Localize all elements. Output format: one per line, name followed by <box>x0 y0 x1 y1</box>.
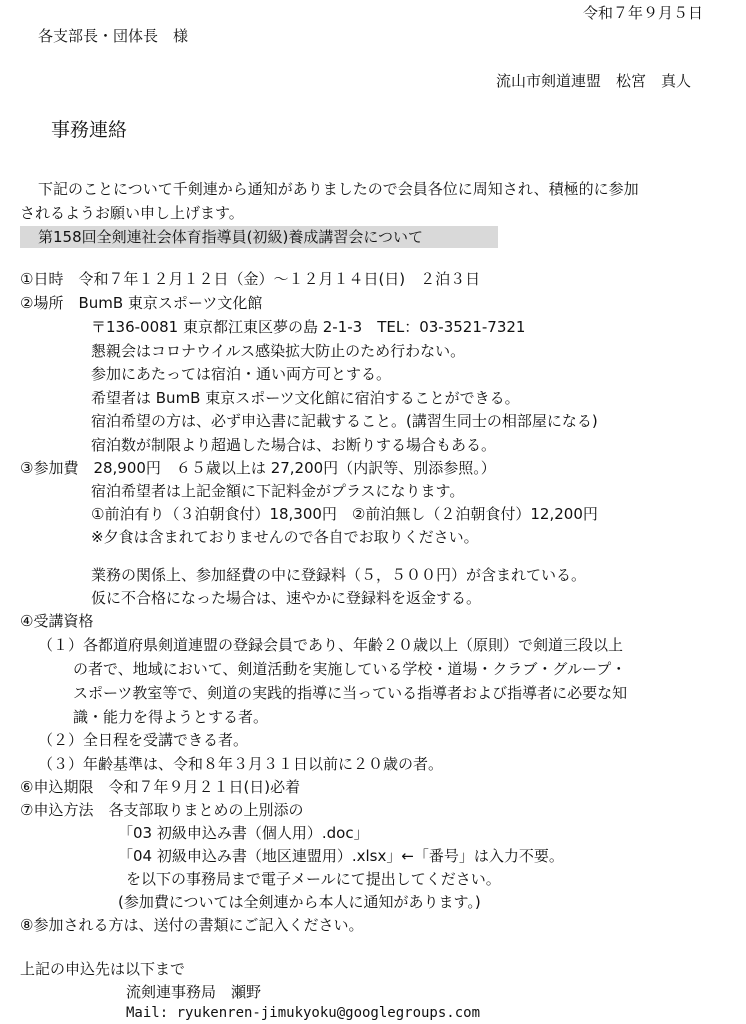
sender: 流山市剣道連盟 松宮 真人 <box>496 72 692 90</box>
footer-lead: 上記の申込先は以下まで <box>20 960 186 978</box>
fee-detail: 宿泊希望者は上記金額に下記料金がプラスになります。 <box>91 482 465 500</box>
intro-line-1: 下記のことについて千剣連から通知がありましたので会員各位に周知され、積極的に参加 <box>38 180 639 198</box>
fee-detail: ※夕食は含まれておりませんので各自でお取りください。 <box>91 528 479 546</box>
footer-office: 流剣連事務局 瀬野 <box>126 983 262 1001</box>
subject: 第158回全剣連社会体育指導員(初級)養成講習会について <box>38 228 424 246</box>
qualification-2: （２）全日程を受講できる者。 <box>38 731 249 749</box>
place-address: 〒136-0081 東京都江東区夢の島 2-1-3 TEL：03-3521-7321 <box>91 318 526 336</box>
place-detail: 宿泊数が制限より超過した場合は、お断りする場合もある。 <box>91 436 497 454</box>
method-file-2: 「04 初級申込み書（地区連盟用）.xlsx」←「番号」は入力不要。 <box>118 847 564 865</box>
qualification-1-cont: の者で、地域において、剣道活動を実施している学校・道場・クラブ・グループ・ <box>73 660 627 678</box>
item-method: ⑦申込方法 各支部取りまとめの上別添の <box>20 801 304 819</box>
place-detail: 宿泊希望の方は、必ず申込書に記載すること。(講習生同士の相部屋になる) <box>91 412 598 430</box>
document-title: 事務連絡 <box>51 119 128 141</box>
item-deadline: ⑥申込期限 令和７年９月２１日(日)必着 <box>20 778 301 796</box>
fee-detail: ①前泊有り（３泊朝食付）18,300円 ②前泊無し（２泊朝食付）12,200円 <box>91 505 598 523</box>
qualification-3: （３）年齢基準は、令和８年３月３１日以前に２０歳の者。 <box>38 755 444 773</box>
qualification-1-cont: 識・能力を得ようとする者。 <box>73 708 269 726</box>
addressee: 各支部長・団体長 様 <box>38 27 189 45</box>
item-place: ②場所 BumB 東京スポーツ文化館 <box>20 294 263 312</box>
fee-note: 業務の関係上、参加経費の中に登録料（５，５００円）が含まれている。 <box>91 566 587 584</box>
method-file-1: 「03 初級申込み書（個人用）.doc」 <box>118 824 369 842</box>
method-note: (参加費については全剣連から本人に通知があります。) <box>118 893 481 911</box>
item-date: ①日時 令和７年１２月１２日（金）～１２月１４日(日) ２泊３日 <box>20 270 481 288</box>
item-qualification: ④受講資格 <box>20 612 94 630</box>
fee-note: 仮に不合格になった場合は、速やかに登録料を返金する。 <box>91 589 482 607</box>
place-detail: 参加にあたっては宿泊・通い両方可とする。 <box>91 365 392 383</box>
contact-email: Mail: ryukenren-jimukyoku@googlegroups.com <box>126 1005 481 1021</box>
item-fee: ③参加費 28,900円 ６５歳以上は 27,200円（内訳等、別添参照。） <box>20 459 496 477</box>
method-submit: を以下の事務局まで電子メールにて提出してください。 <box>126 870 501 888</box>
item-8: ⑧参加される方は、送付の書類にご記入ください。 <box>20 916 364 934</box>
document-date: 令和７年９月５日 <box>583 4 704 22</box>
place-detail: 懇親会はコロナウイルス感染拡大防止のため行わない。 <box>91 342 466 360</box>
qualification-1-cont: スポーツ教室等で、剣道の実践的指導に当っている指導者および指導者に必要な知 <box>73 684 628 702</box>
place-detail: 希望者は BumB 東京スポーツ文化館に宿泊することができる。 <box>91 389 520 407</box>
qualification-1: （１）各都道府県剣道連盟の登録会員であり、年齢２０歳以上（原則）で剣道三段以上 <box>38 636 624 654</box>
intro-line-2: されるようお願い申し上げます。 <box>20 204 244 222</box>
